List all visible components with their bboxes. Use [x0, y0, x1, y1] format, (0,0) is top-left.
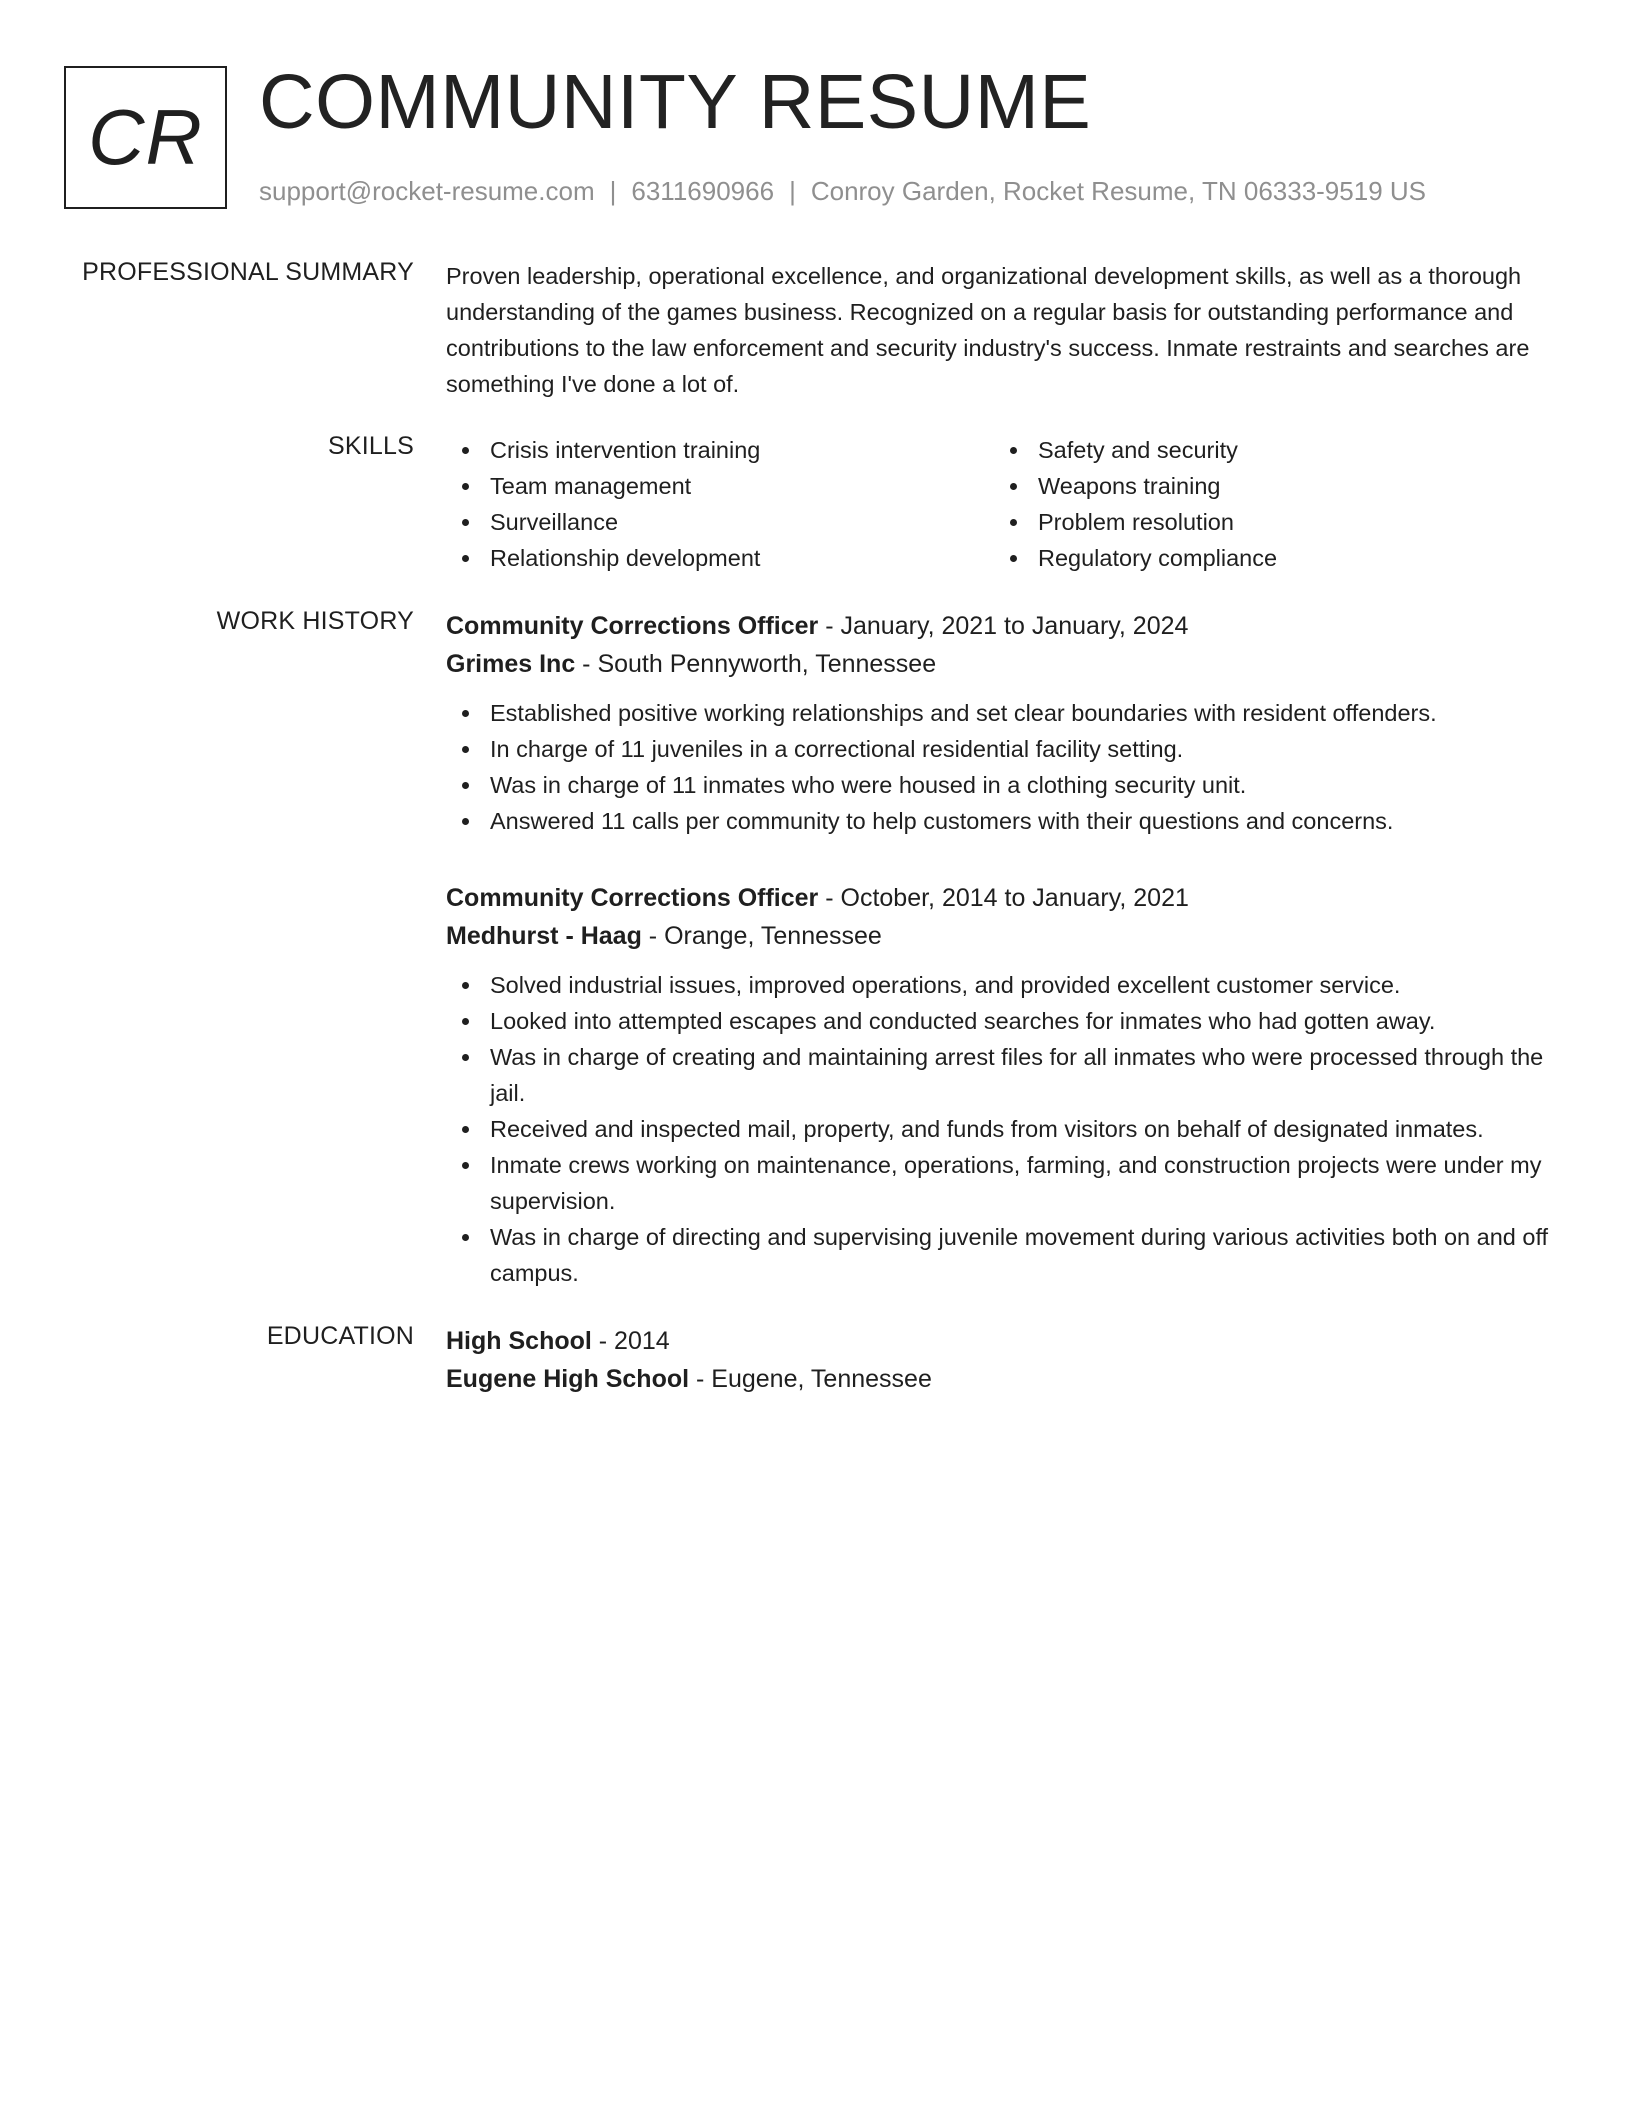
- contact-separator: |: [609, 176, 617, 206]
- job-title-line: [446, 607, 1566, 645]
- education-degree: High School: [446, 1327, 592, 1355]
- job-company: Grimes Inc: [446, 650, 576, 678]
- skill-item: Crisis intervention training: [446, 432, 994, 468]
- contact-line: [259, 176, 1426, 207]
- contact-email: support@rocket-resume.com: [259, 176, 595, 206]
- contact-address: Conroy Garden, Rocket Resume, TN 06333-9519 US: [810, 176, 1426, 206]
- skills-column-left: [446, 432, 994, 576]
- skill-item: Regulatory compliance: [994, 540, 1542, 576]
- resume-name: COMMUNITY RESUME: [259, 59, 1092, 145]
- job-bullet: Was in charge of 11 inmates who were housed in a clothing security unit.: [446, 767, 1566, 803]
- skills-column-right: [994, 432, 1542, 576]
- job-bullet: Looked into attempted escapes and conducted searches for inmates who had gotten away.: [446, 1003, 1566, 1039]
- job-bullet: Was in charge of creating and maintaining arrest files for all inmates who were processed through the jail.: [446, 1039, 1566, 1111]
- job-bullets: [446, 695, 1566, 839]
- summary-text: Proven leadership, operational excellence, and organizational development skills, as well as a thorough understanding of the games business. Recognized on a regular basis for outstanding performance and contributions to the law enforcement and security industry's success. Inmate restraints and searches are something I've done a lot of.: [446, 263, 1530, 397]
- skill-item: Problem resolution: [994, 504, 1542, 540]
- skills-grid: [446, 432, 1566, 576]
- education-location: - Eugene, Tennessee: [689, 1365, 932, 1393]
- job-company-line: [446, 917, 1566, 955]
- job-bullet: Answered 11 calls per community to help customers with their questions and concerns.: [446, 803, 1566, 839]
- section-label-education: EDUCATION: [266, 1322, 414, 1350]
- section-label-skills: SKILLS: [328, 432, 414, 460]
- job-title-line: [446, 879, 1566, 917]
- job-bullet: Inmate crews working on maintenance, operations, farming, and construction projects were under my supervision.: [446, 1147, 1566, 1219]
- skill-item: Relationship development: [446, 540, 994, 576]
- education-school-line: [446, 1360, 1566, 1398]
- job-location: - Orange, Tennessee: [641, 922, 882, 950]
- job-bullet: In charge of 11 juveniles in a correctional residential facility setting.: [446, 731, 1566, 767]
- monogram-badge: CR: [64, 66, 227, 209]
- job-company: Medhurst - Haag: [446, 922, 642, 950]
- job-title: Community Corrections Officer: [446, 884, 819, 912]
- job-bullet: Received and inspected mail, property, and funds from visitors on behalf of designated inmates.: [446, 1111, 1566, 1147]
- job-company-line: [446, 645, 1566, 683]
- skill-item: Safety and security: [994, 432, 1542, 468]
- job-dates: - January, 2021 to January, 2024: [818, 612, 1189, 640]
- job-entry: [446, 879, 1566, 1291]
- job-bullets: [446, 967, 1566, 1291]
- section-label-work-history: WORK HISTORY: [216, 607, 414, 635]
- section-label-summary: PROFESSIONAL SUMMARY: [82, 258, 414, 286]
- education-year: - 2014: [591, 1327, 670, 1355]
- job-bullet: Was in charge of directing and supervising juvenile movement during various activities both on and off campus.: [446, 1219, 1566, 1291]
- contact-separator: |: [789, 176, 796, 206]
- skill-item: Team management: [446, 468, 994, 504]
- job-title: Community Corrections Officer: [446, 612, 819, 640]
- job-dates: - October, 2014 to January, 2021: [818, 884, 1189, 912]
- job-location: - South Pennyworth, Tennessee: [575, 650, 937, 678]
- job-entry: [446, 607, 1566, 839]
- skill-item: Weapons training: [994, 468, 1542, 504]
- job-bullet: Solved industrial issues, improved operations, and provided excellent customer service.: [446, 967, 1566, 1003]
- contact-phone: 6311690966: [631, 176, 775, 206]
- education-school: Eugene High School: [446, 1365, 690, 1393]
- job-bullet: Established positive working relationships and set clear boundaries with resident offenders.: [446, 695, 1566, 731]
- skill-item: Surveillance: [446, 504, 994, 540]
- education-degree-line: [446, 1322, 1566, 1360]
